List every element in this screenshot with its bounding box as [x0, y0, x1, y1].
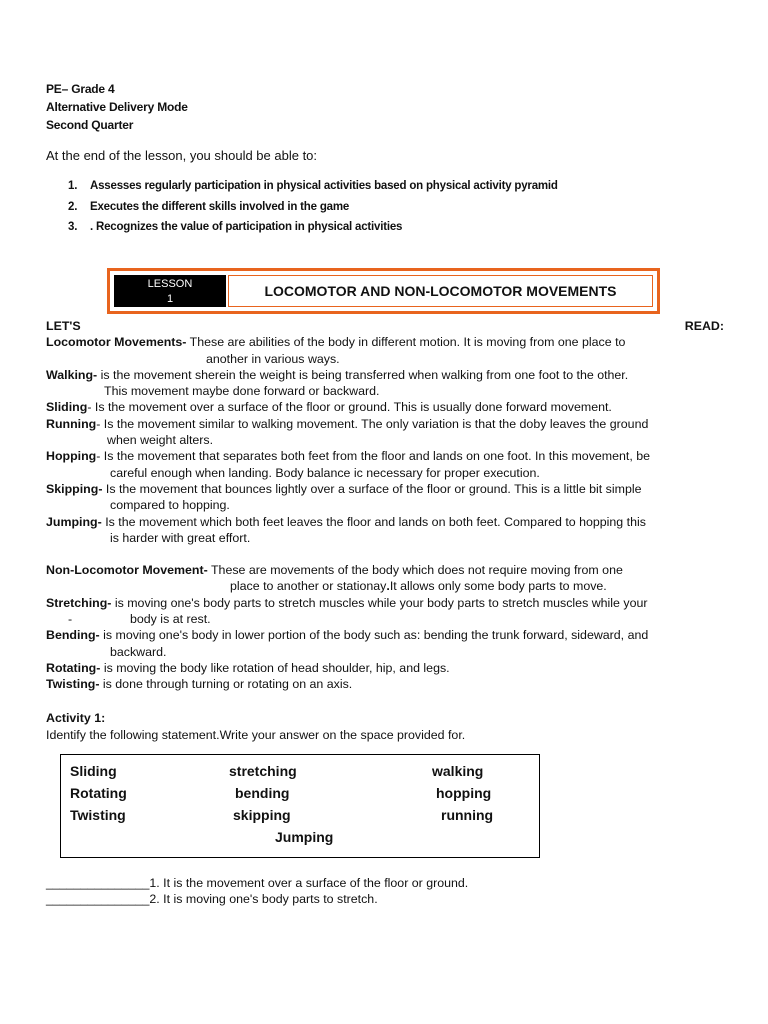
header-quarter: Second Quarter	[46, 118, 134, 132]
activity-section	[46, 710, 465, 744]
running-definition-cont: when weight alters.	[107, 433, 214, 448]
bending-definition-cont: backward.	[110, 644, 167, 659]
skipping-definition-cont: compared to hopping.	[110, 498, 230, 513]
list-item: 1. Assesses regularly participation in physical activities based on physical activity pyramid	[68, 180, 558, 192]
document-header	[46, 80, 188, 134]
twisting-definition: Twisting- is done through turning or rotating on an axis.	[46, 677, 353, 692]
nonlocomotor-definition-cont: place to another or stationay.It allows only some body parts to move.	[230, 579, 607, 594]
intro-text: At the end of the lesson, you should be able to:	[46, 148, 318, 163]
hopping-definition-cont: careful enough when landing. Body balance ic necessary for proper execution.	[110, 465, 540, 480]
word-choice: skipping	[233, 807, 291, 823]
locomotor-definition-cont: another in various ways.	[206, 351, 340, 366]
locomotor-definition: Locomotor Movements- These are abilities of the body in different motion. It is moving from one place to	[46, 335, 626, 350]
lesson-banner	[107, 268, 660, 314]
answer-line: _______________1. It is the movement over a surface of the floor or ground.	[46, 876, 469, 890]
lesson-content	[46, 318, 724, 693]
lesson-number: 1	[166, 293, 174, 305]
answer-blank[interactable]: _______________	[46, 876, 150, 890]
walking-definition: Walking- is the movement sherein the weight is being transferred when walking from one foot to the other.	[46, 367, 629, 382]
hopping-definition: Hopping- Is the movement that separates both feet from the floor and lands on one foot. In this movement, be	[46, 449, 650, 464]
sliding-definition: Sliding- Is the movement over a surface of the floor or ground. This is usually done forward movement.	[46, 400, 612, 415]
activity-instruction: Identify the following statement.Write your answer on the space provided for.	[46, 728, 466, 742]
list-item: 3. . Recognizes the value of participation in physical activities	[68, 221, 403, 233]
stretching-definition: Stretching- is moving one's body parts to stretch muscles while your body parts to stretch muscles while your	[46, 595, 648, 610]
header-mode: Alternative Delivery Mode	[46, 100, 188, 114]
lesson-number-box	[114, 275, 226, 307]
word-choice: Sliding	[70, 763, 117, 779]
word-choice: bending	[235, 785, 290, 801]
rotating-definition: Rotating- is moving the body like rotation of head shoulder, hip, and legs.	[46, 660, 450, 675]
answer-line: _______________2. It is moving one's body parts to stretch.	[46, 892, 378, 906]
skipping-definition: Skipping- Is the movement that bounces lightly over a surface of the floor or ground. This is a little bit simple	[46, 481, 642, 496]
word-choice: Twisting	[70, 807, 126, 823]
word-choice: walking	[432, 763, 484, 779]
lesson-label: LESSON	[147, 278, 193, 290]
jumping-definition: Jumping- Is the movement which both feet leaves the floor and lands on both feet. Compared to hopping this	[46, 514, 646, 529]
running-definition: Running- Is the movement similar to walking movement. The only variation is that the doby leaves the ground	[46, 416, 649, 431]
lesson-title: LOCOMOTOR AND NON-LOCOMOTOR MOVEMENTS	[228, 275, 653, 307]
answer-lines	[46, 875, 468, 907]
word-choice: Rotating	[70, 785, 127, 801]
word-choice: hopping	[436, 785, 492, 801]
jumping-definition-cont: is harder with great effort.	[110, 530, 251, 545]
word-choices-box	[60, 754, 540, 858]
answer-blank[interactable]: _______________	[46, 892, 150, 906]
list-item: 2. Executes the different skills involved in the game	[68, 200, 350, 213]
walking-definition-cont: This movement maybe done forward or backward.	[104, 384, 380, 399]
word-choice: stretching	[229, 763, 297, 779]
activity-title: Activity 1:	[46, 711, 106, 725]
header-subject: PE– Grade 4	[46, 82, 115, 96]
word-choice: Jumping	[275, 829, 334, 845]
nonlocomotor-definition: Non-Locomotor Movement- These are movements of the body which does not require moving from one	[46, 563, 623, 578]
bending-definition: Bending- is moving one's body in lower portion of the body such as: bending the trunk forward, sideward, and	[46, 628, 649, 643]
objectives-list	[68, 180, 558, 242]
lets-read-heading: LET'S READ:	[46, 319, 724, 333]
stretching-definition-cont: - body is at rest.	[68, 612, 211, 627]
word-choice: running	[441, 807, 494, 823]
